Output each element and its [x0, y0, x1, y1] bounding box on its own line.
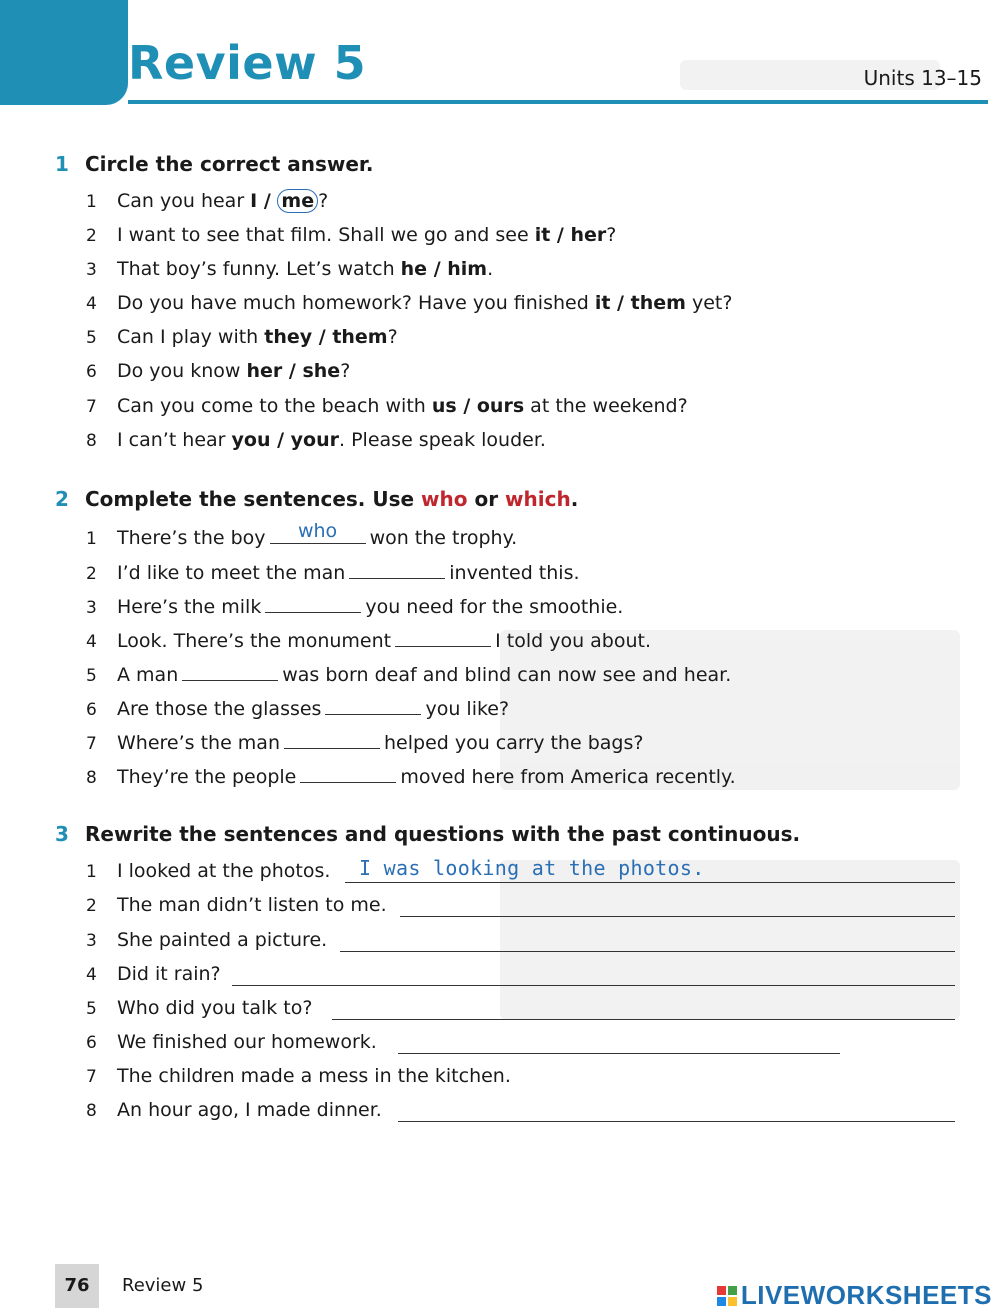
answer-blank[interactable]: [349, 560, 445, 579]
sentence-text: The children made a mess in the kitchen.: [117, 1065, 511, 1087]
circle-question-1: [86, 190, 328, 212]
section-instruction: Rewrite the sentences and questions with the past continuous.: [85, 822, 801, 846]
sentence-end: was born deaf and blind can now see and hear.: [282, 664, 732, 686]
option-1[interactable]: us: [431, 395, 457, 417]
complete-question-7: [86, 730, 643, 754]
question-end: ?: [606, 224, 617, 246]
complete-question-8: [86, 764, 736, 788]
sentence-text: An hour ago, I made dinner.: [117, 1099, 382, 1121]
item-number: 8: [86, 768, 97, 788]
rewrite-question-8: [86, 1099, 382, 1121]
answer-blank[interactable]: [300, 764, 396, 783]
liveworksheets-logo: [717, 1280, 992, 1311]
item-number: 1: [86, 192, 97, 212]
item-number: 4: [86, 965, 97, 985]
circle-question-5: [86, 326, 398, 348]
answer-line-6[interactable]: [398, 1053, 840, 1054]
option-1[interactable]: her: [246, 360, 283, 382]
question-end: ?: [387, 326, 398, 348]
complete-question-1: [86, 520, 518, 549]
section-2-heading: [55, 487, 578, 511]
sentence-text: Who did you talk to?: [117, 997, 313, 1019]
answer-blank[interactable]: [265, 594, 361, 613]
item-number: 5: [86, 666, 97, 686]
rewrite-question-4: [86, 963, 221, 985]
complete-question-4: [86, 628, 651, 652]
item-number: 3: [86, 598, 97, 618]
circle-question-6: [86, 360, 350, 382]
question-text: Can you come to the beach with: [117, 395, 432, 417]
sentence-text: Did it rain?: [117, 963, 221, 985]
circle-question-2: [86, 224, 616, 246]
option-separator: /: [427, 258, 448, 280]
answer-blank[interactable]: [325, 696, 421, 715]
section-number: 2: [55, 487, 69, 511]
rewrite-question-7: [86, 1065, 511, 1087]
section-number: 1: [55, 152, 69, 176]
item-number: 3: [86, 260, 97, 280]
page-title: Review 5: [128, 36, 367, 90]
sentence-end: moved here from America recently.: [400, 766, 736, 788]
sentence-text: The man didn’t listen to me.: [117, 894, 387, 916]
answer-line-8[interactable]: [398, 1121, 955, 1122]
option-separator: /: [550, 224, 571, 246]
sentence-end: you like?: [425, 698, 510, 720]
item-number: 2: [86, 226, 97, 246]
rewrite-question-3: [86, 929, 327, 951]
section-3-heading: [55, 822, 800, 846]
answer-line-5[interactable]: [332, 1019, 955, 1020]
header-tab: [0, 0, 128, 105]
question-end: yet?: [685, 292, 733, 314]
sentence-text: We finished our homework.: [117, 1031, 377, 1053]
option-1[interactable]: it: [534, 224, 551, 246]
sentence-start: There’s the boy: [117, 527, 266, 549]
item-number: 1: [86, 862, 97, 882]
question-text: Do you have much homework? Have you finished: [117, 292, 595, 314]
option-separator: /: [257, 190, 278, 212]
item-number: 1: [86, 529, 97, 549]
option-separator: /: [270, 429, 291, 451]
option-2[interactable]: she: [302, 360, 341, 382]
option-separator: /: [610, 292, 631, 314]
answer-blank[interactable]: [270, 520, 366, 544]
item-number: 4: [86, 632, 97, 652]
instruction-connector: or: [467, 487, 506, 511]
item-number: 6: [86, 1033, 97, 1053]
complete-question-5: [86, 662, 731, 686]
rewrite-answer-1: I was looking at the photos.: [359, 856, 705, 880]
liveworksheets-icon: [717, 1286, 737, 1306]
question-text: Do you know: [117, 360, 247, 382]
option-2[interactable]: your: [290, 429, 340, 451]
keyword-who: who: [421, 487, 468, 511]
item-number: 4: [86, 294, 97, 314]
section-instruction: Complete the sentences. Use: [85, 487, 422, 511]
answer-line-3[interactable]: [340, 951, 955, 952]
item-number: 5: [86, 999, 97, 1019]
item-number: 3: [86, 931, 97, 951]
option-separator: /: [312, 326, 333, 348]
answer-blank[interactable]: [284, 730, 380, 749]
option-2[interactable]: her: [570, 224, 607, 246]
circle-question-4: [86, 292, 732, 314]
option-1[interactable]: I: [250, 190, 258, 212]
sentence-text: I looked at the photos.: [117, 860, 331, 882]
section-number: 3: [55, 822, 69, 846]
sentence-start: A man: [117, 664, 179, 686]
answer-line-4[interactable]: [232, 985, 955, 986]
question-text: I can’t hear: [117, 429, 232, 451]
sentence-start: Where’s the man: [117, 732, 280, 754]
keyword-which: which: [505, 487, 571, 511]
sentence-start: I’d like to meet the man: [117, 562, 346, 584]
item-number: 7: [86, 734, 97, 754]
sentence-end: invented this.: [449, 562, 580, 584]
page-number: 76: [55, 1264, 99, 1308]
header-rule: [128, 100, 988, 104]
option-2[interactable]: them: [630, 292, 686, 314]
option-2[interactable]: them: [332, 326, 388, 348]
circle-question-8: [86, 429, 546, 451]
question-end: ?: [318, 190, 329, 212]
sentence-start: Look. There’s the monument: [117, 630, 392, 652]
question-end: at the weekend?: [524, 395, 688, 417]
sentence-start: Are those the glasses: [117, 698, 322, 720]
brand-text: LIVEWORKSHEETS: [740, 1280, 992, 1310]
answer-line-1[interactable]: [345, 882, 955, 883]
section-instruction: Circle the correct answer.: [85, 152, 374, 176]
footer-label: Review 5: [122, 1275, 204, 1296]
sentence-start: Here’s the milk: [117, 596, 262, 618]
units-label: Units 13–15: [863, 66, 982, 90]
option-1[interactable]: it: [594, 292, 611, 314]
circle-question-7: [86, 395, 688, 417]
item-number: 2: [86, 896, 97, 916]
item-number: 6: [86, 700, 97, 720]
sentence-end: helped you carry the bags?: [384, 732, 644, 754]
sentence-text: She painted a picture.: [117, 929, 328, 951]
rewrite-question-2: [86, 894, 387, 916]
question-end: .: [487, 258, 494, 280]
sentence-end: you need for the smoothie.: [365, 596, 624, 618]
option-separator: /: [456, 395, 477, 417]
option-separator: /: [282, 360, 303, 382]
option-1[interactable]: he: [400, 258, 428, 280]
option-2[interactable]: me: [277, 189, 318, 213]
item-number: 8: [86, 431, 97, 451]
rewrite-question-5: [86, 997, 312, 1019]
option-2[interactable]: him: [447, 258, 488, 280]
question-text: That boy’s funny. Let’s watch: [117, 258, 401, 280]
complete-question-6: [86, 696, 509, 720]
sentence-end: won the trophy.: [369, 527, 518, 549]
rewrite-question-1: [86, 860, 330, 882]
complete-question-3: [86, 594, 623, 618]
answer-blank[interactable]: [182, 662, 278, 681]
question-text: Can you hear: [117, 190, 251, 212]
question-text: Can I play with: [117, 326, 265, 348]
question-end: . Please speak louder.: [339, 429, 546, 451]
sentence-end: I told you about.: [495, 630, 652, 652]
option-1[interactable]: they: [264, 326, 313, 348]
item-number: 2: [86, 564, 97, 584]
answer-line-2[interactable]: [400, 916, 955, 917]
sentence-start: They’re the people: [117, 766, 297, 788]
question-text: I want to see that film. Shall we go and see: [117, 224, 535, 246]
item-number: 5: [86, 328, 97, 348]
item-number: 7: [86, 1067, 97, 1087]
question-end: ?: [340, 360, 351, 382]
item-number: 7: [86, 397, 97, 417]
answer-text: who: [297, 520, 338, 542]
item-number: 8: [86, 1101, 97, 1121]
option-1[interactable]: you: [231, 429, 271, 451]
instruction-end: .: [570, 487, 579, 511]
answer-blank[interactable]: [395, 628, 491, 647]
circle-question-3: [86, 258, 493, 280]
rewrite-question-6: [86, 1031, 377, 1053]
option-2[interactable]: ours: [476, 395, 525, 417]
complete-question-2: [86, 560, 580, 584]
section-1-heading: [55, 152, 374, 176]
item-number: 6: [86, 362, 97, 382]
